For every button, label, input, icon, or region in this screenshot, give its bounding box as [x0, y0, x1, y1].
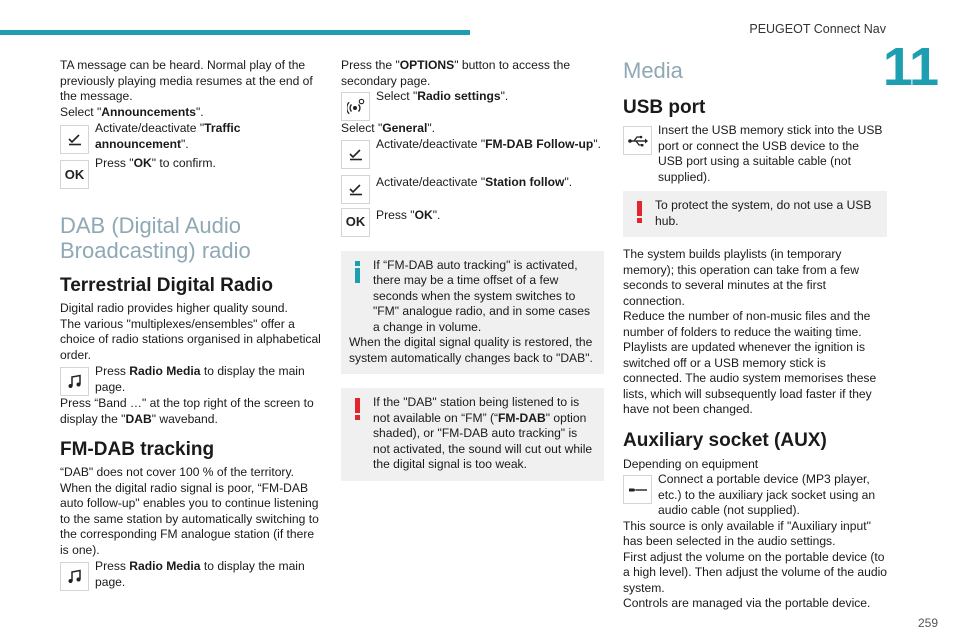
instruction-row [341, 208, 604, 237]
section-heading-media: Media [623, 58, 683, 83]
info-box [341, 251, 604, 375]
instruction-row [60, 121, 322, 154]
instruction-row [623, 472, 887, 519]
instruction-text: Activate/deactivate "Station follow". [376, 174, 573, 189]
paragraph: Playlists are updated whenever the ignition is switched off or a USB memory stick is connected. The audio system memorises these lists, which will subsequently load faster if they have not been changed. [623, 340, 877, 416]
instruction-text: Press "OK" to confirm. [95, 156, 216, 170]
paragraph: Select "Announcements". [60, 104, 204, 119]
paragraph: “DAB" does not cover 100 % of the territory. When the digital radio signal is poor, “FM-DAB auto follow-up" enables you to continue listening to the same station by automatically switching to the corresponding FM analogue station (if there is one). [60, 465, 319, 557]
paragraph: Press the "OPTIONS" button to access the secondary page. [341, 58, 571, 88]
subheading-usb: USB port [623, 97, 706, 118]
checkbox-icon [341, 140, 370, 169]
instruction-text: Select "Radio settings". [376, 89, 509, 103]
paragraph: TA message can be heard. Normal play of the previously playing media resumes at the end of the message. [60, 58, 313, 103]
paragraph: The various "multiplexes/ensembles" offer a choice of radio stations organised in alphabetical order. [60, 316, 321, 362]
warning-box [623, 191, 887, 237]
subheading-terrestrial: Terrestrial Digital Radio [60, 275, 273, 296]
instruction-text: Press Radio Media to display the main page. [95, 364, 305, 394]
instruction-text: Connect a portable device (MP3 player, etc.) to the auxiliary jack socket using an audio cable (not supplied). [658, 472, 876, 517]
paragraph: Depending on equipment [623, 456, 759, 471]
warning-box [341, 388, 604, 481]
paragraph: Reduce the number of non-music files and the number of folders to reduce the waiting time. [623, 309, 871, 339]
instruction-row [60, 364, 322, 396]
paragraph: Controls are managed via the portable device. [623, 596, 871, 610]
warning-icon [637, 201, 642, 223]
paragraph: This source is only available if "Auxiliary input" has been selected in the audio settings. [623, 518, 871, 548]
paragraph: Select "General". [341, 121, 435, 135]
ok-icon: OK [60, 160, 89, 189]
instruction-row [60, 156, 322, 189]
instruction-row [341, 175, 604, 204]
page-number: 259 [917, 616, 938, 630]
paragraph: Digital radio provides higher quality sound. [60, 301, 288, 315]
paragraph: First adjust the volume on the portable device (to a high level). Then adjust the volume of the audio system. [623, 549, 887, 595]
warning-text: To protect the system, do not use a USB hub. [655, 198, 872, 228]
instruction-row [60, 559, 322, 591]
instruction-row [341, 137, 604, 169]
subheading-fmdab: FM-DAB tracking [60, 439, 215, 460]
music-note-icon [60, 562, 89, 591]
radio-settings-icon [341, 92, 370, 121]
instruction-row [341, 89, 604, 121]
info-icon [355, 261, 360, 283]
instruction-text: Insert the USB memory stick into the USB port or connect the USB device to the USB port using a suitable cable (not supplied). [658, 123, 883, 184]
column-3 [623, 58, 887, 612]
ok-icon: OK [341, 208, 370, 237]
usb-icon [623, 126, 652, 155]
checkbox-icon [60, 125, 89, 154]
checkbox-icon [341, 175, 370, 204]
column-1 [60, 58, 322, 591]
paragraph: Press “Band …" at the top right of the screen to display the "DAB" waveband. [60, 396, 314, 426]
instruction-text: Press "OK". [376, 207, 441, 222]
aux-jack-icon [623, 475, 652, 504]
paragraph: The system builds playlists (in temporary memory); this operation can take from a few seconds to several minutes at the first connection. [623, 247, 859, 308]
section-heading-dab: DAB (Digital Audio Broadcasting) radio [60, 213, 251, 263]
instruction-text: Activate/deactivate "Traffic announcement". [95, 121, 241, 151]
instruction-text: Press Radio Media to display the main page. [95, 559, 305, 589]
warning-icon [355, 398, 360, 420]
chapter-number: 11 [882, 37, 938, 97]
header-accent-bar [0, 30, 470, 35]
info-text: When the digital signal quality is restored, the system automatically changes back to "DAB". [349, 335, 593, 365]
music-note-icon [60, 367, 89, 396]
instruction-text: Activate/deactivate "FM-DAB Follow-up". [376, 136, 601, 151]
warning-text: If the "DAB" station being listened to is not available on “FM” (“FM-DAB" option shaded), or "FM-DAB auto tracking" is not activated, the sound will cut out while the digital signal is too weak. [373, 395, 593, 471]
instruction-row [623, 123, 887, 185]
column-2 [341, 58, 604, 481]
info-text: If “FM-DAB auto tracking" is activated, there may be a time offset of a few seconds when the system switches to "FM" analogue radio, and in some cases a change in volume. [373, 257, 590, 334]
subheading-aux: Auxiliary socket (AUX) [623, 429, 827, 451]
header-title: PEUGEOT Connect Nav [749, 22, 886, 36]
